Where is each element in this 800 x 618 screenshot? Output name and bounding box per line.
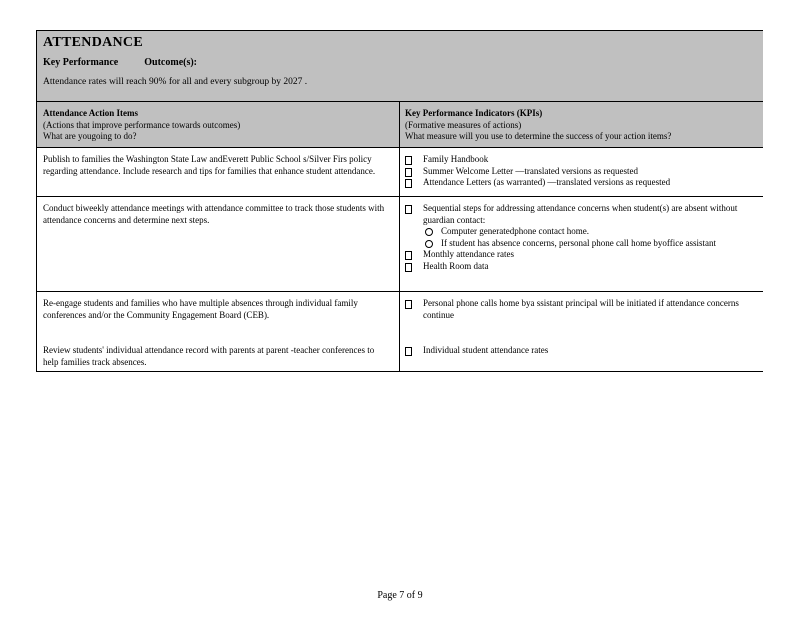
checkbox-icon	[405, 156, 412, 165]
list-item: Personal phone calls home bya ssistant principal will be initiated if attendance concerns continue	[405, 298, 755, 321]
checkbox-icon	[405, 205, 412, 214]
section-header	[37, 31, 763, 102]
column-divider	[399, 148, 400, 196]
outcomes-label: Outcome(s):	[144, 57, 198, 68]
kpi-list-secondary	[405, 345, 755, 357]
outcome-goal: Attendance rates will reach 90% for all and every subgroup by 2027 .	[43, 77, 308, 87]
table-row	[37, 292, 763, 372]
checkbox-icon	[405, 263, 412, 272]
left-column-title: Attendance Action Items	[43, 108, 138, 118]
column-headers	[37, 102, 763, 148]
list-item: Monthly attendance rates	[405, 249, 755, 261]
action-item: Publish to families the Washington State Law andEverett Public School s/Silver Firs policy regarding attendance. Include research and tips for families that enhance student attendance.	[43, 154, 376, 176]
column-divider	[399, 102, 400, 147]
list-item: Sequential steps for addressing attendance concerns when student(s) are absent without guardian contact:	[405, 203, 755, 226]
table-row	[37, 148, 763, 197]
checkbox-icon	[405, 251, 412, 260]
right-column-question: What measure will you use to determine the success of your action items?	[405, 131, 672, 141]
kpi-list	[405, 154, 755, 189]
key-performance-text: Key Performance	[43, 57, 119, 68]
circle-bullet-icon	[425, 240, 433, 248]
attendance-table	[36, 30, 763, 372]
list-item: Family Handbook	[405, 154, 755, 166]
checkbox-icon	[405, 300, 412, 309]
key-performance-label	[43, 57, 197, 68]
column-divider	[399, 292, 400, 371]
checkbox-icon	[405, 347, 412, 356]
right-column-subtitle: (Formative measures of actions)	[405, 119, 522, 130]
right-column-header	[405, 108, 755, 143]
left-column-question: What are yougoing to do?	[43, 131, 137, 141]
sub-list-item: If student has absence concerns, personal phone call home byoffice assistant	[405, 238, 755, 250]
checkbox-icon	[405, 168, 412, 177]
column-divider	[399, 197, 400, 291]
table-row	[37, 197, 763, 292]
circle-bullet-icon	[425, 228, 433, 236]
page-number: Page 7 of 9	[377, 590, 423, 601]
sub-list-item: Computer generatedphone contact home.	[405, 226, 755, 238]
section-title: ATTENDANCE	[43, 35, 143, 50]
checkbox-icon	[405, 179, 412, 188]
list-item: Attendance Letters (as warranted) —translated versions as requested	[405, 177, 755, 189]
kpi-list	[405, 203, 755, 272]
list-item: Health Room data	[405, 261, 755, 273]
action-item: Re-engage students and families who have multiple absences through individual family conferences and/or the Community Engagement Board (CEB).	[43, 298, 358, 320]
list-item: Individual student attendance rates	[405, 345, 755, 357]
action-item: Conduct biweekly attendance meetings with attendance committee to track those students with attendance concerns and determine next steps.	[43, 203, 385, 225]
action-item-secondary: Review students' individual attendance record with parents at parent -teacher conferences to help families track absences.	[43, 345, 375, 367]
left-column-header	[43, 108, 389, 143]
kpi-list	[405, 298, 755, 321]
left-column-subtitle: (Actions that improve performance towards outcomes)	[43, 119, 241, 130]
list-item: Summer Welcome Letter —translated versions as requested	[405, 166, 755, 178]
right-column-title: Key Performance Indicators (KPIs)	[405, 108, 543, 118]
